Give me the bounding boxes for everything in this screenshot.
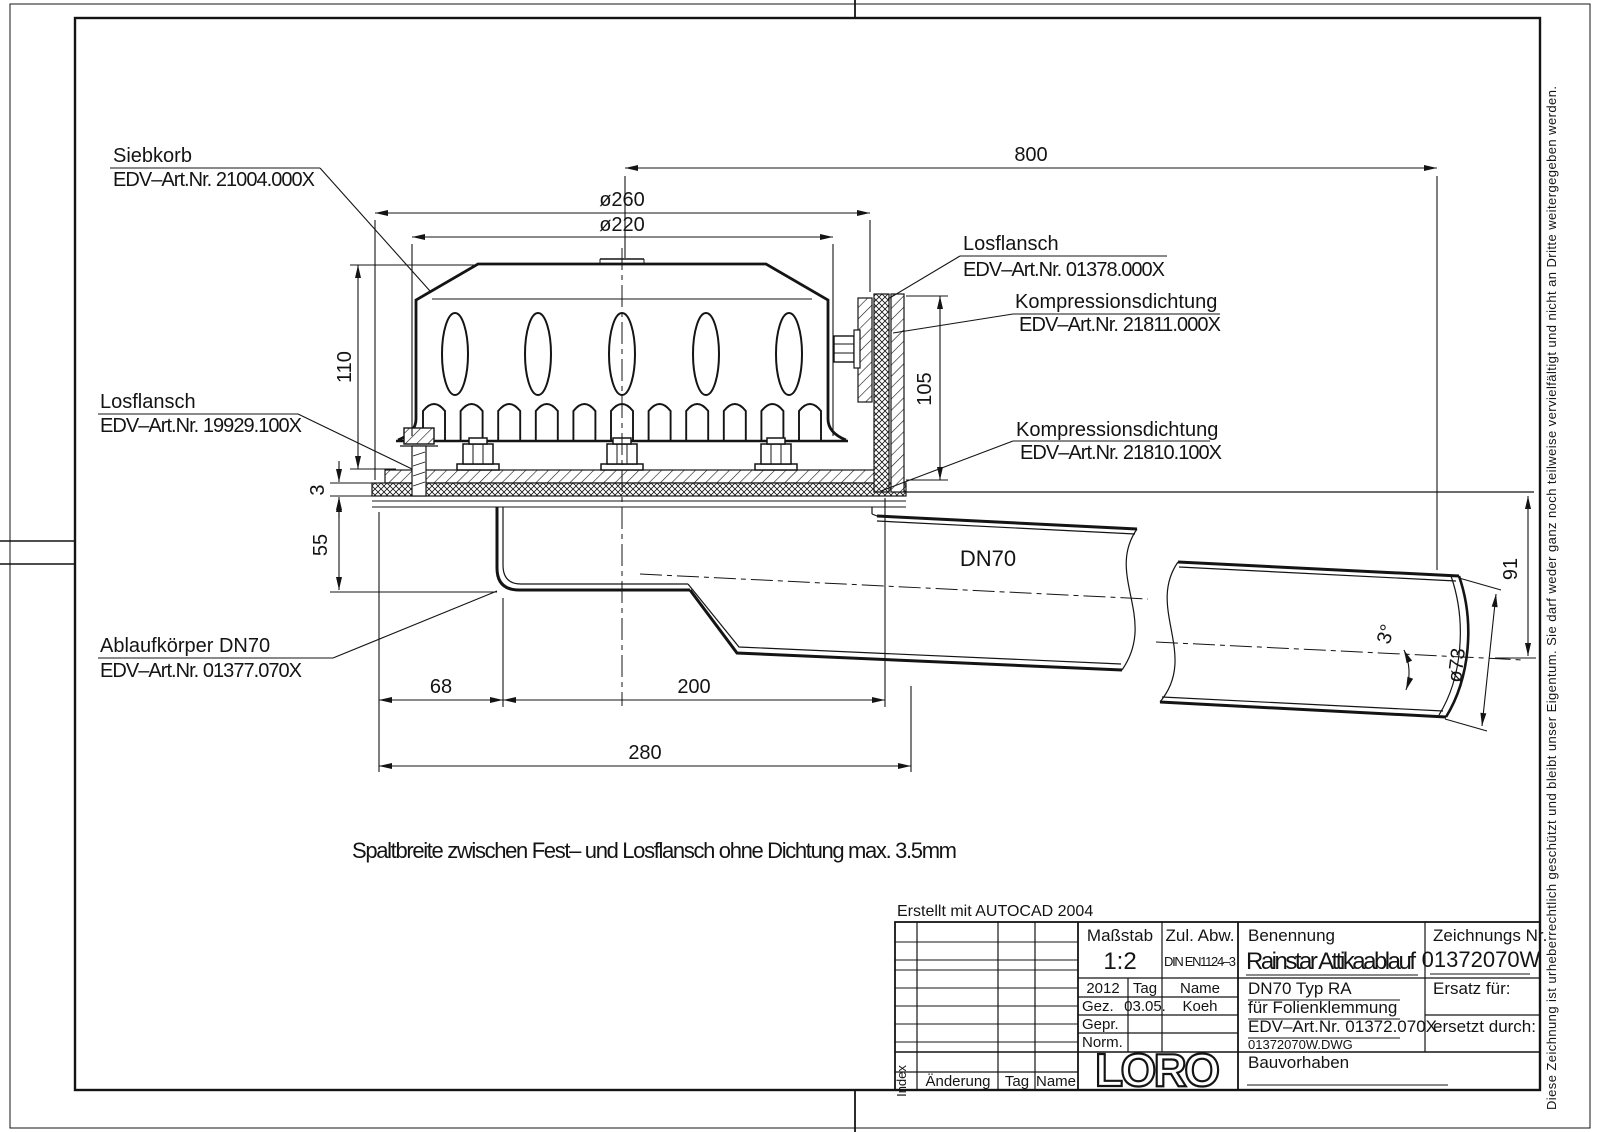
dimension-91 (1495, 496, 1536, 658)
dim-110-label: 110 (334, 351, 356, 383)
name-col-label: Name (1035, 1073, 1077, 1090)
callout-siebkorb (110, 145, 430, 291)
benennung-label: Benennung (1248, 926, 1335, 945)
pipe-dn70-label: DN70 (959, 546, 1017, 571)
drain-body-pipe-graphic (497, 507, 1471, 717)
callout-losflansch-left-edv: EDV–Art.Nr. 19929.100X (100, 415, 302, 437)
tb-desc1: DN70 Typ RA (1248, 979, 1352, 998)
callout-kompressionsdichtung-top (893, 291, 1221, 336)
dim-3-label: 3 (307, 484, 329, 496)
dim-260-label: ø260 (599, 189, 645, 211)
dim-220-label: ø220 (599, 214, 645, 236)
copyright-vertical-text: Diese Zeichnung ist urheberrechtlich geschützt und bleibt unser Eigentum. Sie darf weder ganz noch teilweise vervielfältigt und nicht an Dritte weitergegeben werden. (1544, 86, 1559, 1110)
callout-losflansch-left (98, 391, 412, 469)
callout-komp-top-edv: EDV–Art.Nr. 21811.000X (1019, 314, 1221, 336)
zeichnung-value: 01372070W (1421, 947, 1541, 972)
callout-ablaufkoerper-name: Ablaufkörper DN70 (100, 635, 271, 657)
tag-col-label: Tag (1004, 1073, 1030, 1090)
aenderung-col-label: Änderung (925, 1073, 991, 1090)
dim-105-label: 105 (914, 372, 936, 406)
callout-losflansch-top (888, 233, 1167, 299)
tb-gepr-label: Gepr. (1082, 1016, 1119, 1033)
gap-note: Spaltbreite zwischen Fest– und Losflansch ohne Dichtung max. 3.5mm (352, 838, 958, 863)
callout-siebkorb-edv: EDV–Art.Nr. 21004.000X (113, 169, 315, 191)
dim-68-label: 68 (429, 676, 453, 698)
dimension-73 (1444, 578, 1501, 731)
tb-gez-name: Koeh (1182, 998, 1218, 1015)
zul-abw-label: Zul. Abw. (1165, 926, 1235, 945)
dimension-slope-3deg (1373, 622, 1409, 690)
callout-losflansch-left-name: Losflansch (100, 391, 196, 413)
created-with-note: Erstellt mit AUTOCAD 2004 (897, 903, 1094, 920)
callout-losflansch-top-edv: EDV–Art.Nr. 01378.000X (963, 259, 1165, 281)
dimension-105 (906, 296, 948, 480)
zeichnung-label: Zeichnungs Nr. (1433, 926, 1548, 945)
tb-gez-label: Gez. (1082, 998, 1114, 1015)
dim-280-label: 280 (628, 742, 662, 764)
massstab-value: 1:2 (1103, 948, 1137, 975)
dimension-68-200-280 (379, 498, 911, 772)
dim-200-label: 200 (677, 676, 711, 698)
dimension-800 (625, 144, 1437, 570)
dim-slope-label: 3° (1372, 621, 1400, 647)
dim-800-label: 800 (1014, 144, 1048, 166)
tb-gez-tag: 03.05. (1124, 998, 1166, 1015)
loro-logo: LORO (1095, 1044, 1221, 1096)
dimension-55 (310, 499, 497, 592)
dim-73-label: ø73 (1444, 646, 1471, 684)
benennung-value: Rainstar Attikaablauf (1246, 948, 1416, 975)
tb-norm-label: Norm. (1082, 1034, 1123, 1051)
ersatz-label: Ersatz für: (1433, 979, 1511, 998)
tb-name-col: Name (1179, 980, 1221, 997)
tb-year: 2012 (1086, 980, 1120, 997)
dim-55-label: 55 (310, 533, 332, 557)
callout-losflansch-top-name: Losflansch (963, 233, 1059, 255)
index-col-label: Index (894, 1065, 909, 1097)
tb-tag-col: Tag (1132, 980, 1158, 997)
dim-91-label: 91 (1500, 557, 1522, 581)
callout-komp-top-name: Kompressionsdichtung (1015, 291, 1218, 313)
bauvorhaben-label: Bauvorhaben (1248, 1053, 1350, 1072)
callout-komp-bottom-name: Kompressionsdichtung (1016, 419, 1219, 441)
ersetzt-label: ersetzt durch: (1433, 1017, 1536, 1036)
tb-desc2: für Folienklemmung (1248, 998, 1398, 1017)
zul-abw-value: DIN EN1124–3 (1164, 954, 1236, 969)
callout-komp-bottom-edv: EDV–Art.Nr. 21810.100X (1020, 442, 1222, 464)
tb-desc4: 01372070W.DWG (1248, 1037, 1353, 1052)
callout-ablaufkoerper (98, 591, 497, 682)
tb-desc3: EDV–Art.Nr. 01372.070X (1248, 1017, 1438, 1036)
title-block (894, 922, 1547, 1097)
callout-ablaufkoerper-edv: EDV–Art.Nr. 01377.070X (100, 660, 302, 682)
callout-siebkorb-name: Siebkorb (113, 145, 192, 167)
massstab-label: Maßstab (1086, 926, 1154, 945)
